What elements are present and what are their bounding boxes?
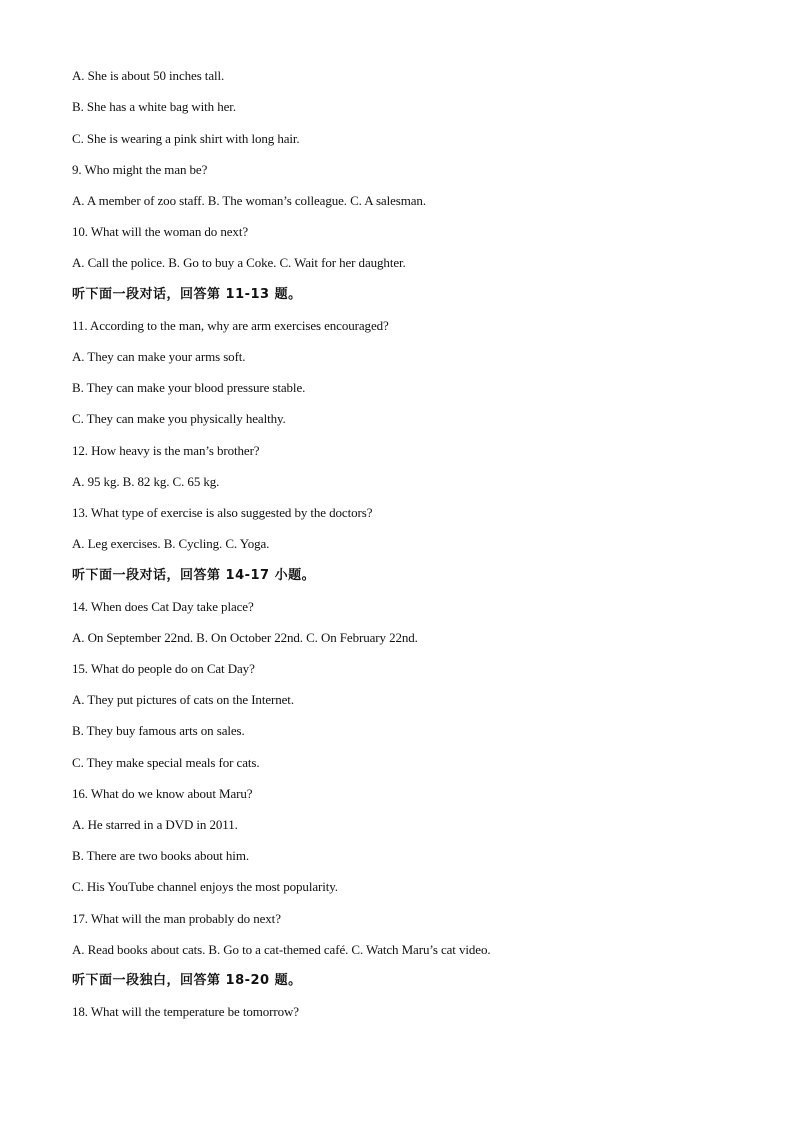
options-12: A. 95 kg. B. 82 kg. C. 65 kg. — [72, 474, 220, 489]
question-18: 18. What will the temperature be tomorrow? — [72, 1004, 299, 1019]
question-12: 12. How heavy is the man’s brother? — [72, 443, 260, 458]
question-9: 9. Who might the man be? — [72, 162, 208, 177]
option-11a: A. They can make your arms soft. — [72, 349, 246, 364]
options-13: A. Leg exercises. B. Cycling. C. Yoga. — [72, 536, 270, 551]
section-heading-18-20: 听下面一段独白，回答第 18-20 题。 — [72, 973, 302, 988]
option-16a: A. He starred in a DVD in 2011. — [72, 817, 238, 832]
option-16c: C. His YouTube channel enjoys the most popularity. — [72, 879, 338, 894]
question-11: 11. According to the man, why are arm exercises encouraged? — [72, 318, 389, 333]
question-14: 14. When does Cat Day take place? — [72, 599, 254, 614]
option-15c: C. They make special meals for cats. — [72, 755, 260, 770]
question-17: 17. What will the man probably do next? — [72, 911, 281, 926]
option-8c: C. She is wearing a pink shirt with long hair. — [72, 131, 300, 146]
options-17: A. Read books about cats. B. Go to a cat-themed café. C. Watch Maru’s cat video. — [72, 942, 491, 957]
question-16: 16. What do we know about Maru? — [72, 786, 253, 801]
option-8b: B. She has a white bag with her. — [72, 99, 236, 114]
option-11b: B. They can make your blood pressure stable. — [72, 380, 306, 395]
option-8a: A. She is about 50 inches tall. — [72, 68, 225, 83]
section-heading-11-13: 听下面一段对话，回答第 11-13 题。 — [72, 287, 302, 302]
options-9: A. A member of zoo staff. B. The woman’s colleague. C. A salesman. — [72, 193, 426, 208]
option-15b: B. They buy famous arts on sales. — [72, 723, 245, 738]
option-11c: C. They can make you physically healthy. — [72, 411, 286, 426]
options-14: A. On September 22nd. B. On October 22nd. C. On February 22nd. — [72, 630, 418, 645]
option-16b: B. There are two books about him. — [72, 848, 249, 863]
option-15a: A. They put pictures of cats on the Internet. — [72, 692, 294, 707]
options-10: A. Call the police. B. Go to buy a Coke. C. Wait for her daughter. — [72, 255, 406, 270]
section-heading-14-17: 听下面一段对话，回答第 14-17 小题。 — [72, 568, 316, 583]
question-13: 13. What type of exercise is also suggested by the doctors? — [72, 505, 373, 520]
question-15: 15. What do people do on Cat Day? — [72, 661, 255, 676]
question-10: 10. What will the woman do next? — [72, 224, 248, 239]
